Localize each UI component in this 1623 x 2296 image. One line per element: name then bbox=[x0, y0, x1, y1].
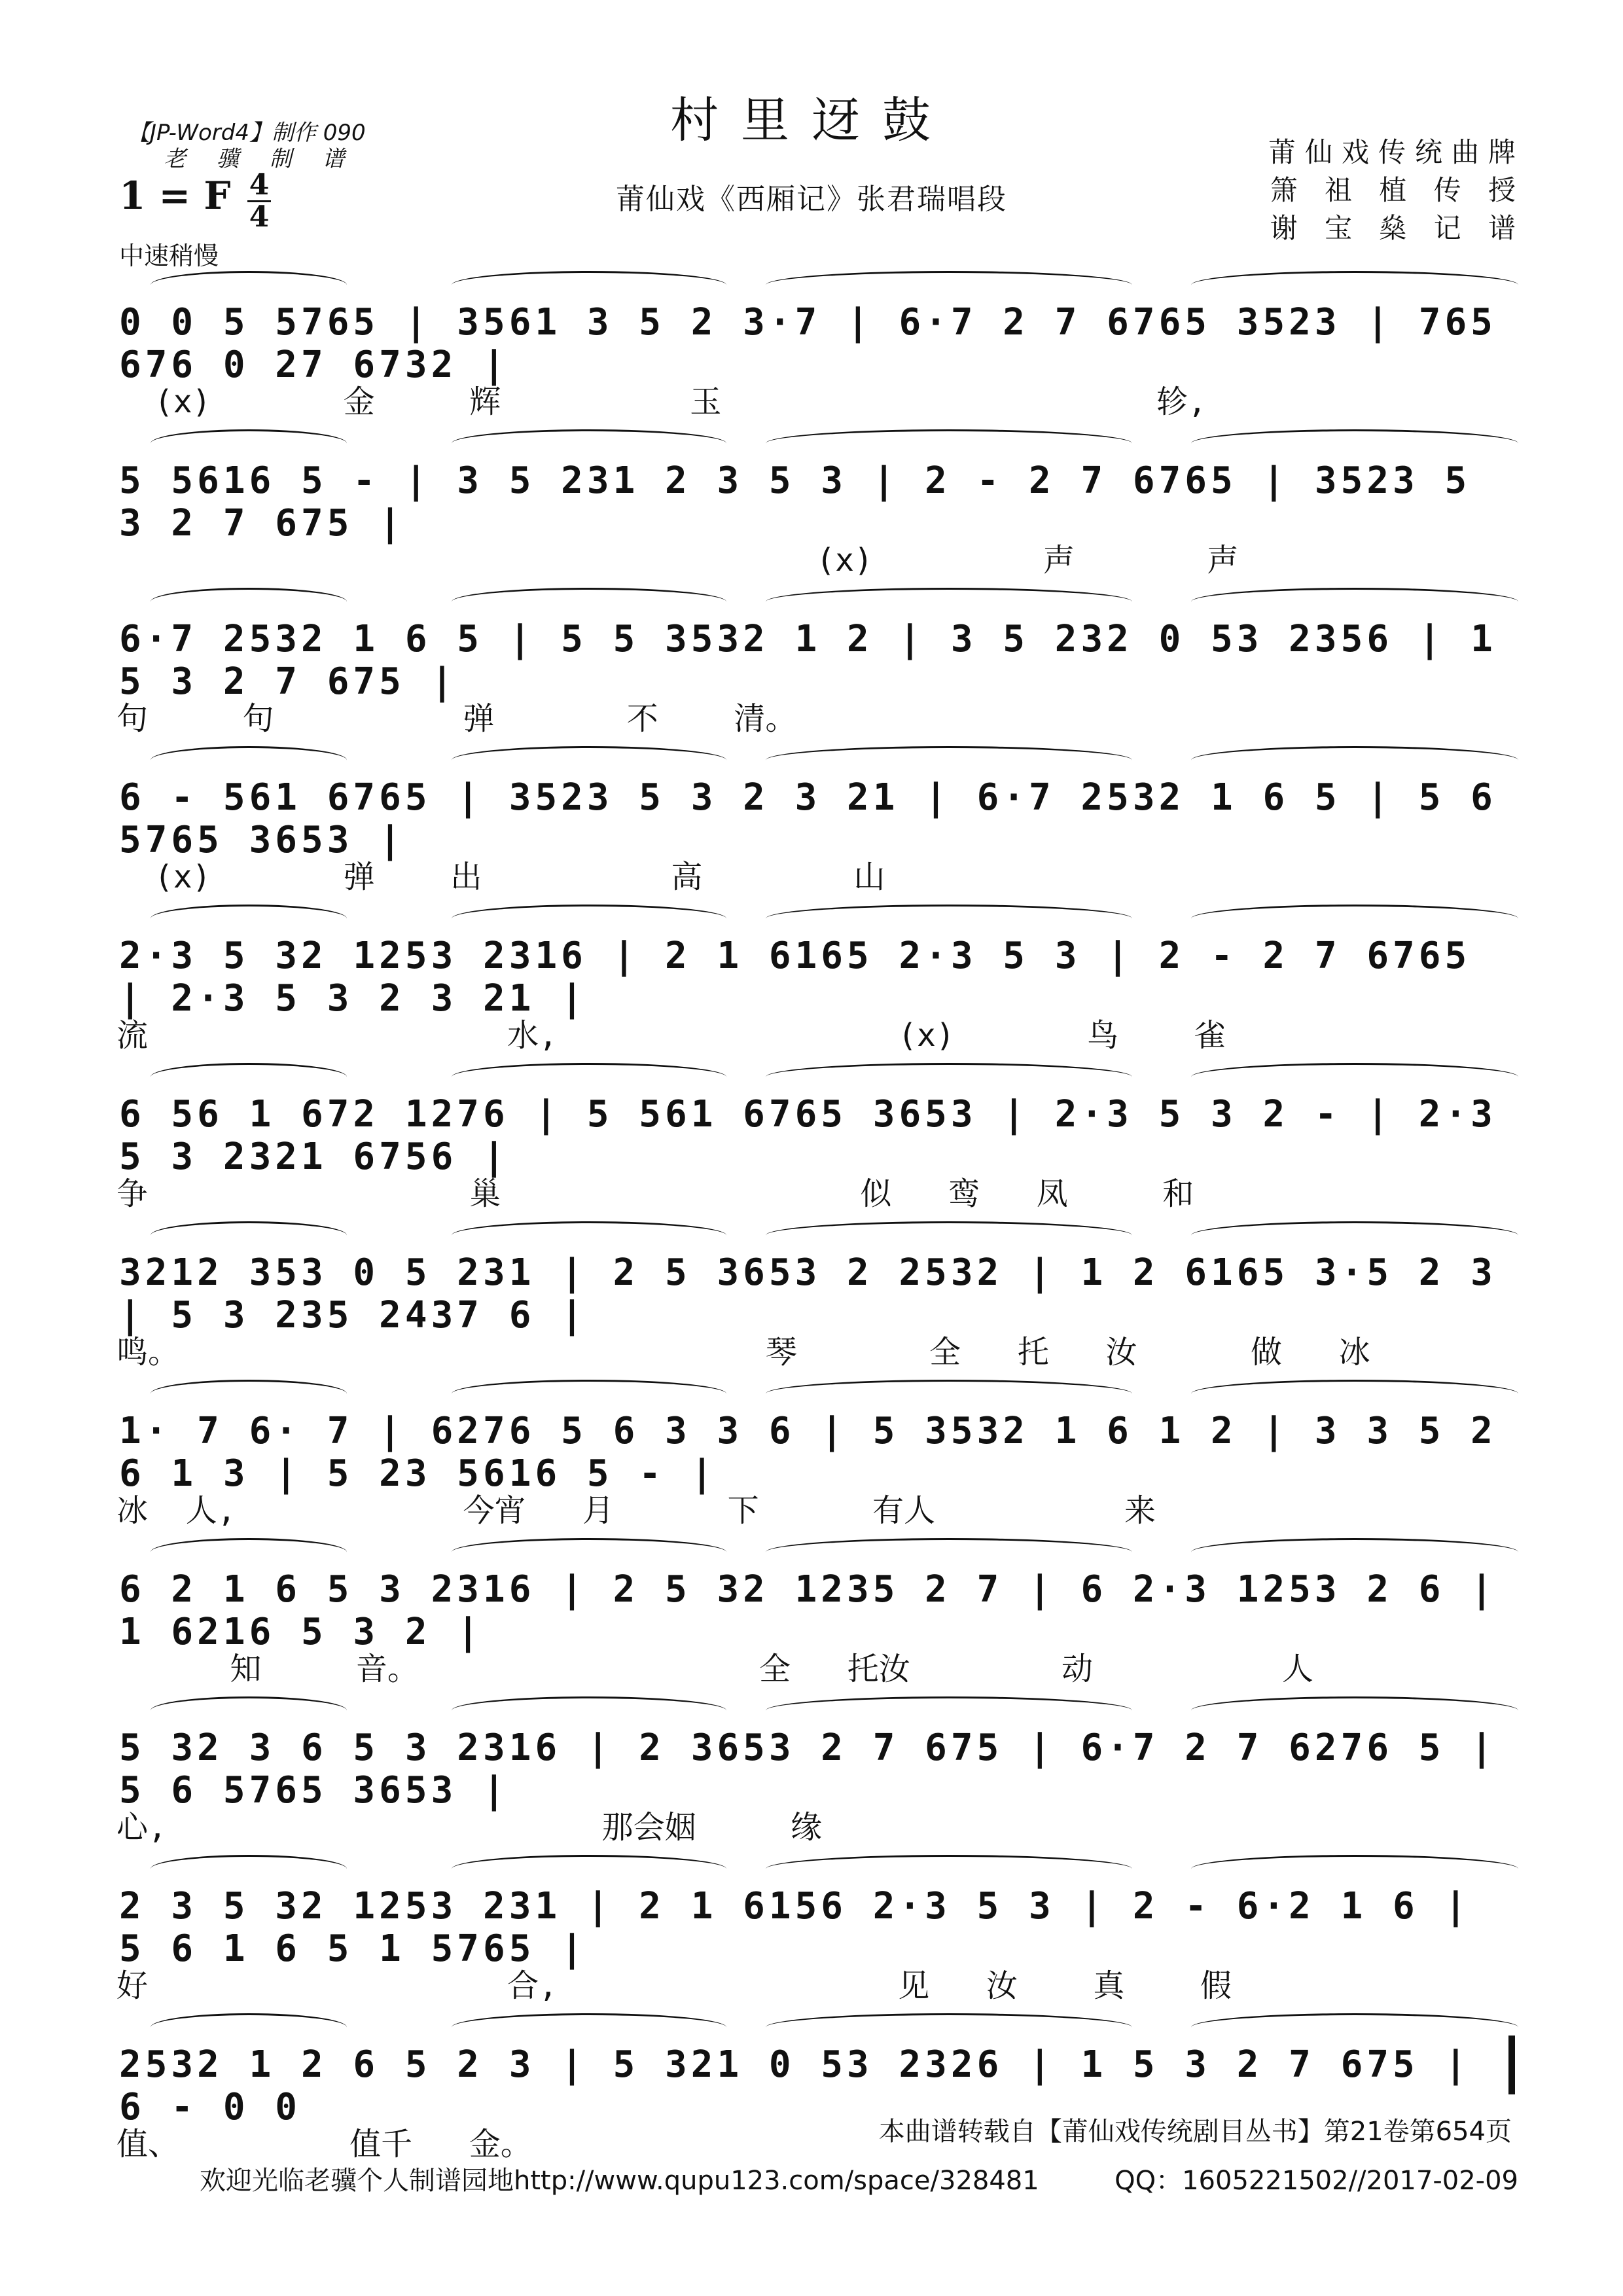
lyrics-line: (x) 弹 出 高 山 bbox=[116, 859, 885, 895]
slur-mark bbox=[452, 271, 726, 299]
slur-mark bbox=[452, 1380, 726, 1408]
slur-mark bbox=[766, 429, 1132, 457]
score-row bbox=[111, 1846, 1518, 2003]
slur-mark bbox=[151, 2013, 347, 2041]
slur-mark bbox=[1191, 905, 1518, 933]
lyrics-line: 值、 值千 金。 bbox=[116, 2126, 532, 2162]
notation-line: 2 3 5 32 1253 231 | 2 1 6156 2·3 5 3 | 2 - 6·2 1 6 | 5 6 1 6 5 1 5765 | bbox=[119, 1885, 1471, 1970]
score-row bbox=[111, 1529, 1518, 1686]
slur-mark bbox=[452, 1696, 726, 1725]
credit-transcriber: 谢 宝 燊 记 谱 bbox=[1270, 212, 1525, 244]
score-row bbox=[111, 420, 1518, 577]
lyrics-line: (x) 声 声 bbox=[116, 542, 1239, 579]
slur-mark bbox=[1191, 1221, 1518, 1249]
slur-mark bbox=[1191, 271, 1518, 299]
lyrics-line: 心, 那会姻 缘 bbox=[116, 1809, 823, 1846]
lyrics-line: 冰 人, 今宵 月 下 有人 来 bbox=[116, 1492, 1156, 1529]
lyrics-line: 好 合, 见 汝 真 假 bbox=[116, 1967, 1232, 2004]
source-note: 本曲谱转载自【莆仙戏传统剧目丛书】第21卷第654页 bbox=[878, 2117, 1512, 2147]
notation-line: 6 - 561 6765 | 3523 5 3 2 3 21 | 6·7 2532 1 6 5 | 5 6 5765 3653 | bbox=[119, 776, 1497, 861]
notation-line: 6 56 1 672 1276 | 5 561 6765 3653 | 2·3 5 3 2 - | 2·3 5 3 2321 6756 | bbox=[119, 1093, 1497, 1178]
notation-line: 0 0 5 5765 | 3561 3 5 2 3·7 | 6·7 2 7 6765 3523 | 765 676 0 27 6732 | bbox=[119, 301, 1497, 386]
slur-mark bbox=[766, 1221, 1132, 1249]
credit-teacher: 箫 祖 植 传 授 bbox=[1270, 174, 1525, 206]
slur-mark bbox=[452, 1855, 726, 1883]
page-title: 村里迓鼓 bbox=[670, 92, 953, 149]
slur-mark bbox=[452, 746, 726, 774]
notation-line: 2532 1 2 6 5 2 3 | 5 321 0 53 2326 | 1 5 3 2 7 675 | 6 - 0 0 bbox=[119, 2043, 1471, 2128]
score-row bbox=[111, 737, 1518, 894]
slur-mark bbox=[452, 905, 726, 933]
slur-mark bbox=[766, 1538, 1132, 1566]
slur-mark bbox=[766, 1380, 1132, 1408]
slur-mark bbox=[766, 746, 1132, 774]
slur-mark bbox=[452, 2013, 726, 2041]
slur-mark bbox=[1191, 1696, 1518, 1725]
slur-mark bbox=[151, 1855, 347, 1883]
slur-mark bbox=[766, 271, 1132, 299]
slur-mark bbox=[1191, 429, 1518, 457]
slur-mark bbox=[151, 588, 347, 616]
notation-line: 1· 7 6· 7 | 6276 5 6 3 3 6 | 5 3532 1 6 1 2 | 3 3 5 2 6 1 3 | 5 23 5616 5 - | bbox=[119, 1410, 1497, 1495]
time-signature bbox=[247, 170, 271, 232]
notation-line: 6 2 1 6 5 3 2316 | 2 5 32 1235 2 7 | 6 2·3 1253 2 6 | 1 6216 5 3 2 | bbox=[119, 1568, 1497, 1653]
slur-mark bbox=[151, 905, 347, 933]
slur-mark bbox=[1191, 588, 1518, 616]
lyrics-line: 句 句 弹 不 清。 bbox=[116, 700, 797, 737]
slur-mark bbox=[151, 271, 347, 299]
lyrics-line: 流 水, (x) 鸟 雀 bbox=[116, 1017, 1226, 1054]
notation-line: 6·7 2532 1 6 5 | 5 5 3532 1 2 | 3 5 232 0 53 2356 | 1 5 3 2 7 675 | bbox=[119, 618, 1497, 703]
notation-line: 5 5616 5 - | 3 5 231 2 3 5 3 | 2 - 2 7 6765 | 3523 5 3 2 7 675 | bbox=[119, 459, 1471, 545]
maker-name: 老 骥 制 谱 bbox=[164, 146, 357, 172]
score-row bbox=[111, 1054, 1518, 1211]
maker-line: 【JP-Word4】制作 090 bbox=[128, 120, 366, 146]
slur-mark bbox=[151, 746, 347, 774]
footer-welcome: 欢迎光临老骥个人制谱园地http://www.qupu123.com/space/328481 bbox=[200, 2166, 1039, 2196]
slur-mark bbox=[452, 429, 726, 457]
slur-mark bbox=[151, 1221, 347, 1249]
lyrics-line: 争 巢 似 鸾 凤 和 bbox=[116, 1175, 1194, 1212]
score-row bbox=[111, 579, 1518, 736]
tempo-marking: 中速稍慢 bbox=[119, 242, 219, 270]
credit-qupai: 莆仙戏传统曲牌 bbox=[1268, 136, 1525, 168]
notation-line: 5 32 3 6 5 3 2316 | 2 3653 2 7 675 | 6·7 2 7 6276 5 | 5 6 5765 3653 | bbox=[119, 1727, 1497, 1812]
slur-mark bbox=[151, 1696, 347, 1725]
slur-mark bbox=[766, 1063, 1132, 1091]
slur-mark bbox=[1191, 2013, 1518, 2041]
slur-mark bbox=[1191, 1063, 1518, 1091]
slur-mark bbox=[1191, 746, 1518, 774]
slur-mark bbox=[151, 1380, 347, 1408]
notation-line: 2·3 5 32 1253 2316 | 2 1 6165 2·3 5 3 | 2 - 2 7 6765 | 2·3 5 3 2 3 21 | bbox=[119, 935, 1471, 1020]
slur-mark bbox=[766, 588, 1132, 616]
final-barline bbox=[1508, 2036, 1515, 2094]
slur-mark bbox=[452, 588, 726, 616]
slur-mark bbox=[151, 429, 347, 457]
slur-mark bbox=[766, 1855, 1132, 1883]
slur-mark bbox=[452, 1221, 726, 1249]
slur-mark bbox=[766, 2013, 1132, 2041]
slur-mark bbox=[452, 1063, 726, 1091]
score-row bbox=[111, 1687, 1518, 1844]
slur-mark bbox=[452, 1538, 726, 1566]
subtitle: 莆仙戏《西厢记》张君瑞唱段 bbox=[616, 183, 1007, 216]
lyrics-line: 知 音。 全 托汝 动 人 bbox=[116, 1651, 1313, 1687]
slur-mark bbox=[151, 1538, 347, 1566]
meter-bottom: 4 bbox=[249, 200, 270, 234]
score-row bbox=[111, 895, 1518, 1052]
notation-line: 3212 353 0 5 231 | 2 5 3653 2 2532 | 1 2 6165 3·5 2 3 | 5 3 235 2437 6 | bbox=[119, 1251, 1497, 1336]
key-signature: 1 = F bbox=[119, 173, 231, 218]
footer-contact: QQ：1605221502//2017-02-09 bbox=[1115, 2166, 1518, 2196]
score-row bbox=[111, 1212, 1518, 1369]
lyrics-line: (x) 金 辉 玉 轸, bbox=[116, 384, 1207, 420]
score-row bbox=[111, 262, 1518, 419]
slur-mark bbox=[1191, 1380, 1518, 1408]
slur-mark bbox=[151, 1063, 347, 1091]
slur-mark bbox=[766, 905, 1132, 933]
slur-mark bbox=[766, 1696, 1132, 1725]
lyrics-line: 鸣。 琴 全 托 汝 做 冰 bbox=[116, 1334, 1370, 1371]
slur-mark bbox=[1191, 1855, 1518, 1883]
slur-mark bbox=[1191, 1538, 1518, 1566]
meter-top: 4 bbox=[247, 170, 271, 202]
score-row bbox=[111, 1371, 1518, 1528]
